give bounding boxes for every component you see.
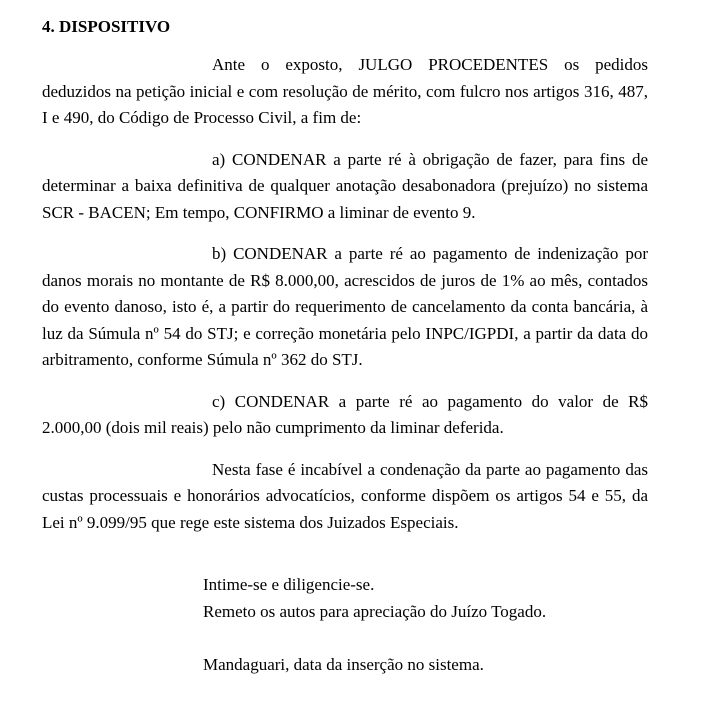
- closing-line-intime: Intime-se e diligencie-se.: [203, 575, 375, 594]
- closing-line-remeto: Remeto os autos para apreciação do Juízo Togado.: [203, 601, 547, 621]
- paragraph-item-b: b) CONDENAR a parte ré ao pagamento de indenização por danos morais no montante de R$ 8.000,00, acrescidos de juros de 1% ao mês, contados do evento danoso, isto é, a partir do requerimento de cancelamento da conta bancária, à luz da Súmula nº 54 do STJ; e correção monetária pelo INPC/IGPDI, a partir da data do arbitramento, conforme Súmula nº 362 do STJ.: [42, 244, 648, 369]
- section-heading: 4. DISPOSITIVO: [42, 17, 171, 36]
- closing-block: [42, 572, 648, 679]
- paragraph-intro: Ante o exposto, JULGO PROCEDENTES os pedidos deduzidos na petição inicial e com resolução de mérito, com fulcro nos artigos 316, 487, I e 490, do Código de Processo Civil, a fim de:: [42, 55, 648, 127]
- paragraph-item-c: c) CONDENAR a parte ré ao pagamento do valor de R$ 2.000,00 (dois mil reais) pelo não cumprimento da liminar deferida.: [42, 391, 648, 437]
- closing-line-mandaguari: Mandaguari, data da inserção no sistema.: [203, 655, 484, 674]
- paragraph-costs: Nesta fase é incabível a condenação da parte ao pagamento das custas processuais e honorários advocatícios, conforme dispõem os artigos 54 e 55, da Lei nº 9.099/95 que rege este sistema dos Juizados Especiais.: [42, 459, 648, 532]
- paragraph-item-a: a) CONDENAR a parte ré à obrigação de fazer, para fins de determinar a baixa definitiva de qualquer anotação desabonadora (prejuízo) no sistema SCR - BACEN; Em tempo, CONFIRMO a liminar de evento 9.: [42, 149, 648, 222]
